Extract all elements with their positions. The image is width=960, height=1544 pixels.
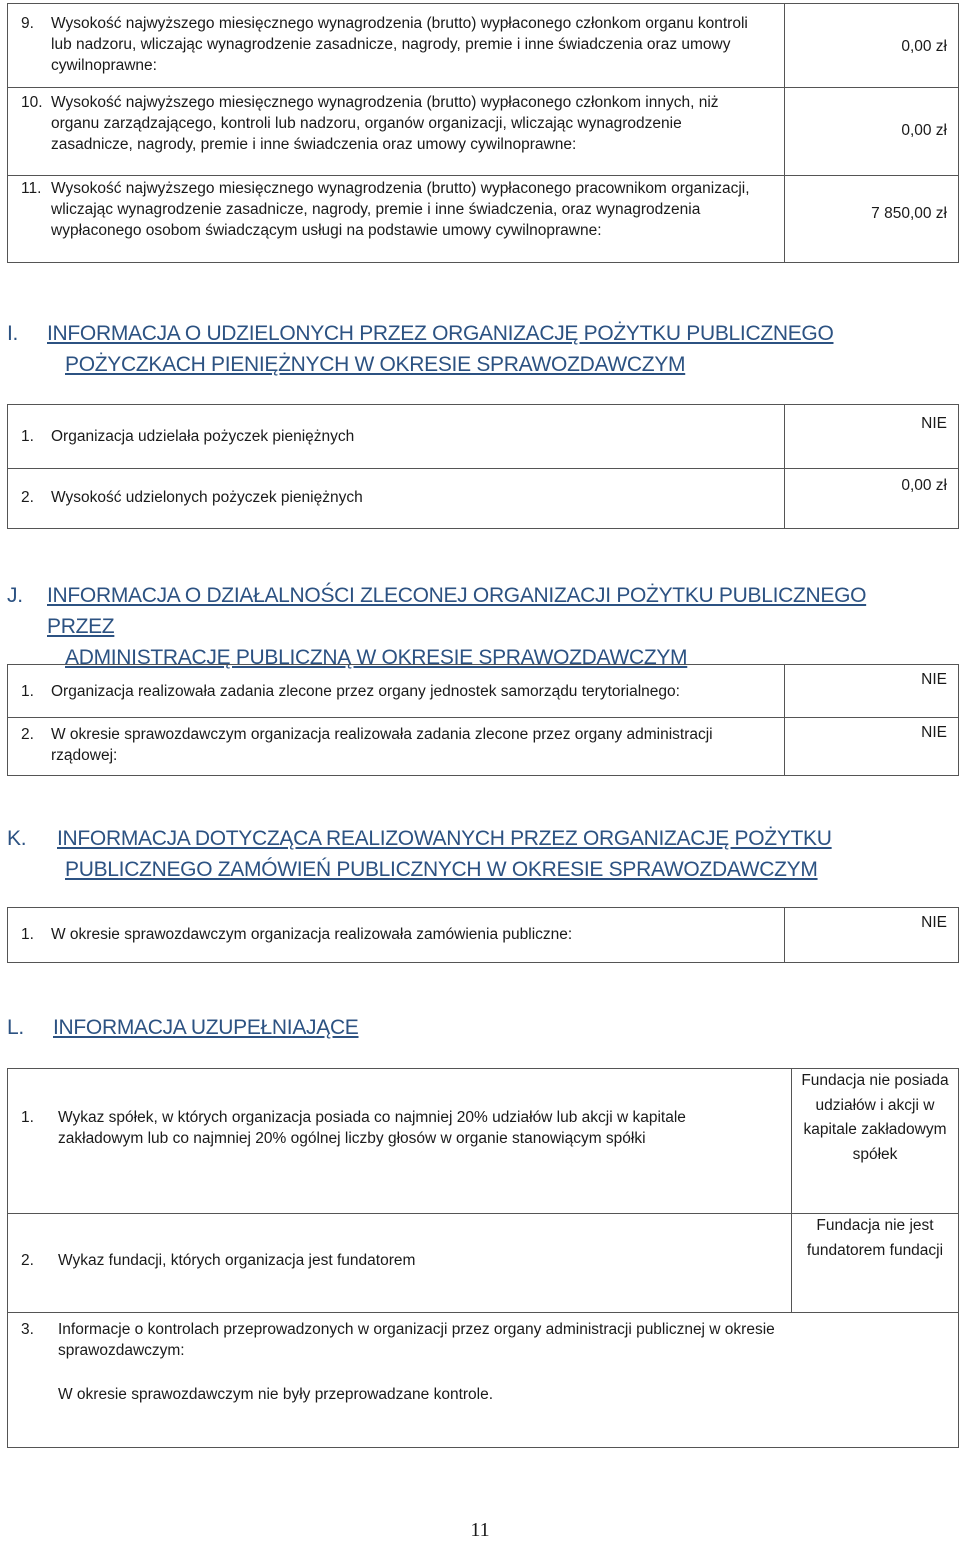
value-text: 0,00 zł [901,477,947,494]
row-number: 2. [21,1252,34,1269]
section-l-heading [7,1012,937,1043]
row-text: Wykaz spółek, w których organizacja posiada co najmniej 20% udziałów lub akcji w kapitale zakładowym lub co najmniej 20% ogólnej liczby głosów w organie stanowiącym spółki [58,1109,686,1147]
heading-line-1: INFORMACJA O DZIAŁALNOŚCI ZLECONEJ ORGANIZACJI POŻYTKU PUBLICZNEGO PRZEZ [47,584,867,638]
row-value [785,4,959,88]
value-text: 7 850,00 zł [871,205,947,222]
row-number: 10. [21,94,43,111]
section-j-heading [7,580,937,673]
table-row [8,718,785,776]
value-text: NIE [921,724,947,741]
row-number: 9. [21,15,34,32]
row-value [792,1069,959,1214]
loans-table [7,404,959,529]
heading-line-1: INFORMACJA DOTYCZĄCA REALIZOWANYCH PRZEZ ORGANIZACJĘ POŻYTKU [57,827,832,850]
section-letter: K. [7,827,27,850]
row-note: W okresie sprawozdawczym nie były przeprowadzane kontrole. [58,1386,494,1403]
row-number: 1. [21,428,34,445]
section-letter: L. [7,1016,24,1039]
row-number: 2. [21,726,34,743]
row-text: W okresie sprawozdawczym organizacja realizowała zadania zlecone przez organy administracji rządowej: [51,726,713,764]
row-text: Wykaz fundacji, których organizacja jest fundatorem [58,1252,416,1269]
row-number: 1. [21,926,34,943]
section-i-heading [7,318,937,380]
row-text: Organizacja udzielała pożyczek pieniężnych [51,428,355,445]
heading-line-2: ADMINISTRACJĘ PUBLICZNĄ W OKRESIE SPRAWOZDAWCZYM [65,646,688,669]
section-letter: I. [7,322,19,345]
row-value [785,718,959,776]
value-text: NIE [921,914,947,931]
heading-line-2: PUBLICZNEGO ZAMÓWIEŃ PUBLICZNYCH W OKRESIE SPRAWOZDAWCZYM [65,858,818,881]
value-text: 0,00 zł [901,38,947,55]
table-row [8,88,785,176]
commissioned-tasks-table [7,664,959,776]
row-number: 1. [21,683,34,700]
row-text: Organizacja realizowała zadania zlecone przez organy jednostek samorządu terytorialnego: [51,683,680,700]
heading-line-2: POŻYCZKACH PIENIĘŻNYCH W OKRESIE SPRAWOZDAWCZYM [65,353,686,376]
heading-line-1: INFORMACJA O UDZIELONYCH PRZEZ ORGANIZACJĘ POŻYTKU PUBLICZNEGO [47,322,834,345]
table-row [8,176,785,263]
row-value [785,469,959,529]
table-row [8,1313,959,1448]
row-text: Wysokość udzielonych pożyczek pieniężnych [51,489,363,506]
row-value [785,665,959,718]
supplementary-table [7,1068,959,1448]
table-row [8,469,785,529]
table-row [8,1214,792,1313]
row-value [785,176,959,263]
value-text: Fundacja nie jest fundatorem fundacji [806,1217,944,1259]
row-value [785,88,959,176]
section-letter: J. [7,584,23,607]
value-text: NIE [921,671,947,688]
row-text: Wysokość najwyższego miesięcznego wynagrodzenia (brutto) wypłaconego członkom innych, niż organu zarządzającego, kontroli lub nadzoru, organów organizacji, wliczając wynagrodzenie zasadnicze, nagrody, premie i inne świadczenia oraz umowy cywilnoprawne: [51,94,719,153]
table-row [8,1069,792,1214]
value-text: NIE [921,415,947,432]
row-value [785,908,959,963]
heading-line-1: INFORMACJA UZUPEŁNIAJĄCE [53,1016,359,1039]
table-row [8,665,785,718]
public-procurement-table [7,907,959,963]
table-row [8,4,785,88]
row-value [785,405,959,469]
row-text: Informacje o kontrolach przeprowadzonych w organizacji przez organy administracji publicznej w okresie sprawozdawczym: [58,1321,775,1359]
row-text: Wysokość najwyższego miesięcznego wynagrodzenia (brutto) wypłaconego pracownikom organizacji, wliczając wynagrodzenie zasadnicze, nagrody, premie i inne świadczenia, oraz wynagrodzenia wypłaconego osobom świadczącym usługi na podstawie umowy cywilnoprawne: [51,180,750,239]
row-number: 3. [21,1321,34,1338]
row-number: 11. [21,180,42,197]
value-text: Fundacja nie posiada udziałów i akcji w kapitale zakładowym spółek [801,1072,949,1163]
section-k-heading [7,823,937,885]
row-number: 2. [21,489,34,506]
row-text: W okresie sprawozdawczym organizacja realizowała zamówienia publiczne: [51,926,573,943]
page-number: 11 [470,1519,490,1541]
table-row [8,405,785,469]
row-value [792,1214,959,1313]
table-row [8,908,785,963]
row-text: Wysokość najwyższego miesięcznego wynagrodzenia (brutto) wypłaconego członkom organu kontroli lub nadzoru, wliczając wynagrodzenie zasadnicze, nagrody, premie i inne świadczenia oraz umowy cywilnoprawne: [51,15,748,74]
value-text: 0,00 zł [901,122,947,139]
salary-table [7,3,959,263]
row-number: 1. [21,1109,34,1126]
